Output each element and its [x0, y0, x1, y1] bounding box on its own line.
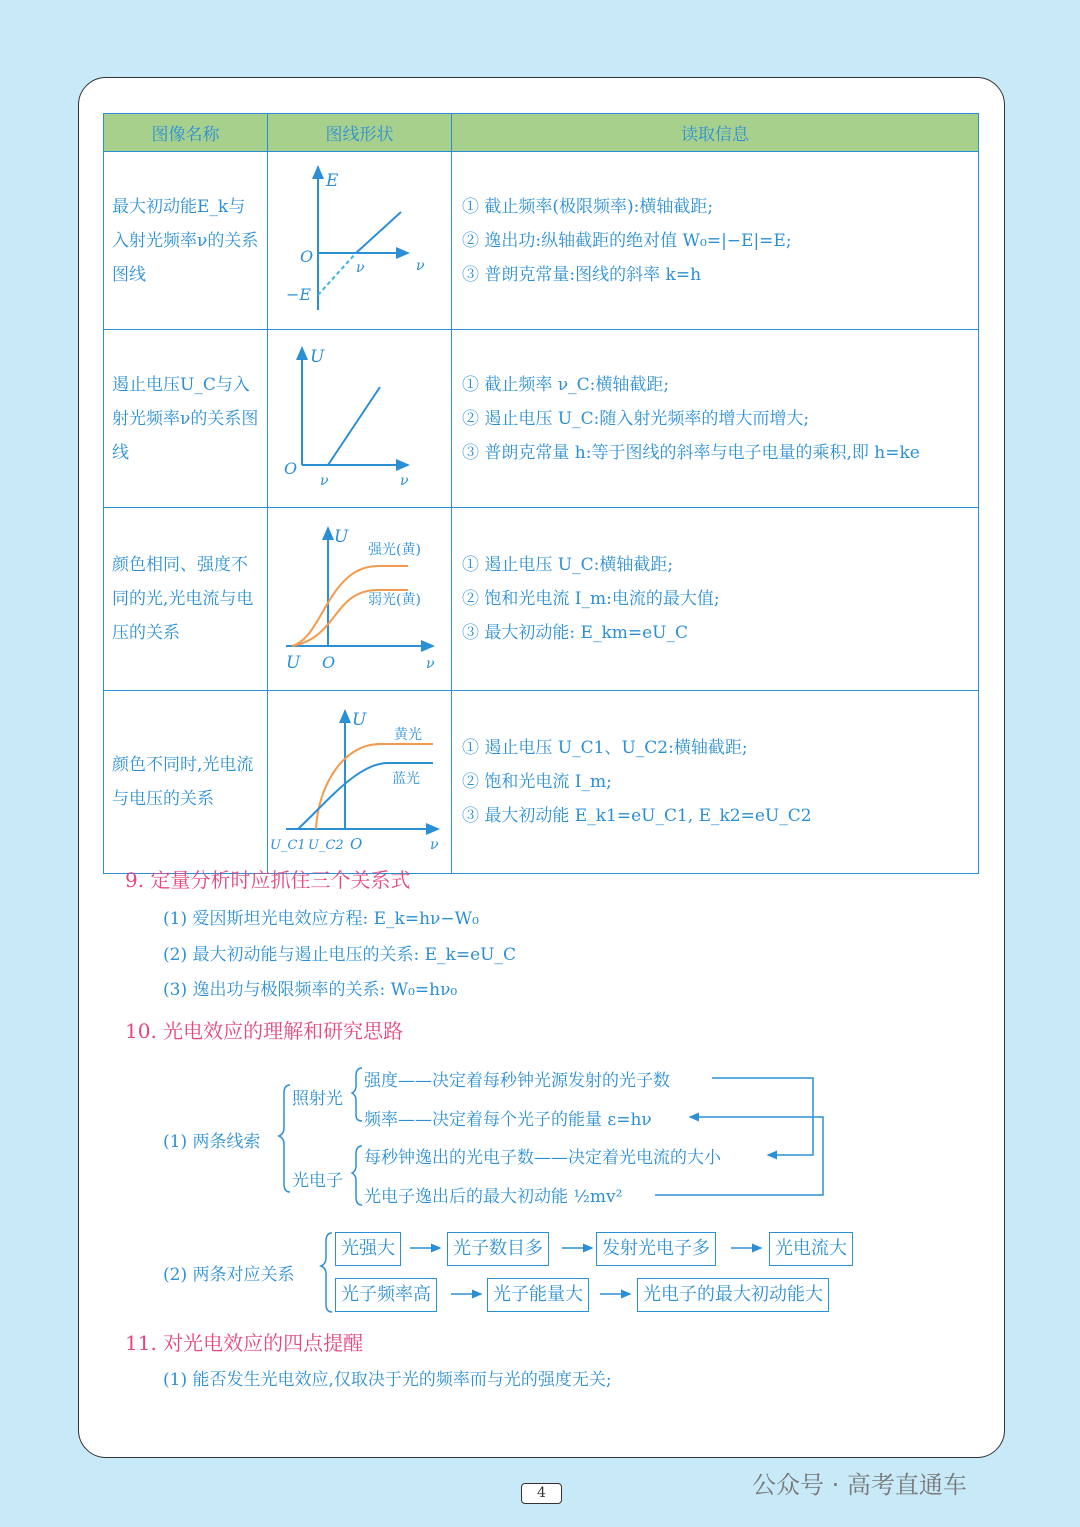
box-photon-count: 光子数目多	[447, 1232, 549, 1266]
box-photon-freq: 光子频率高	[335, 1278, 437, 1312]
box-strong-light: 光强大	[335, 1232, 401, 1266]
section9-title: 9. 定量分析时应抓住三个关系式	[125, 868, 411, 892]
graph-table	[103, 113, 979, 874]
line-solid	[356, 212, 401, 253]
curve2-label: 弱光(黄)	[368, 592, 421, 608]
row4-info-1: ① 遏止电压 U_C1、U_C2:横轴截距;	[462, 738, 748, 758]
curve1-label: 强光(黄)	[368, 542, 421, 558]
ek-nu-graph	[268, 152, 451, 324]
origin-label: O	[284, 459, 298, 478]
xint2-label: U_C2	[308, 838, 344, 853]
row3-name: 颜色相同、强度不同的光,光电流与电压的关系	[104, 508, 268, 691]
iv-color-graph	[268, 691, 451, 868]
box-photon-energy: 光子能量大	[487, 1278, 589, 1312]
row2-info-2: ② 遏止电压 U_C:随入射光频率的增大而增大;	[462, 408, 810, 429]
y-label: E	[326, 171, 339, 191]
curve2-label: 蓝光	[392, 771, 420, 787]
row4-info-2: ② 饱和光电流 I_m;	[462, 772, 612, 792]
p1-b: 光电子	[292, 1171, 343, 1191]
row3-info-1: ① 遏止电压 U_C:横轴截距;	[462, 555, 674, 575]
line	[328, 387, 380, 465]
p1-a1: 强度——决定着每秒钟光源发射的光子数	[364, 1071, 670, 1091]
box-max-ke: 光电子的最大初动能大	[637, 1278, 829, 1312]
row2-name: 遏止电压U_C与入射光频率ν的关系图线	[104, 330, 268, 508]
y-label: U	[352, 710, 367, 730]
header-info: 读取信息	[452, 114, 979, 152]
s9-item-3: (3) 逸出功与极限频率的关系: W₀=hν₀	[163, 980, 458, 1000]
uc-nu-graph	[268, 330, 451, 502]
row2-info-1: ① 截止频率 ν_C:横轴截距;	[462, 374, 670, 395]
section10-title: 10. 光电效应的理解和研究思路	[125, 1019, 404, 1043]
xint-label: U	[286, 653, 301, 673]
y-label: U	[334, 527, 349, 547]
yint-label: −E	[286, 285, 312, 304]
row1-info-3: ③ 普朗克常量:图线的斜率 k=h	[462, 264, 702, 285]
page-number: 4	[521, 1483, 562, 1504]
curve1-label: 黄光	[394, 727, 422, 743]
row1-name: 最大初动能E_k与入射光频率ν的关系图线	[104, 152, 268, 330]
origin-label: O	[300, 247, 314, 266]
p1-a2: 频率——决定着每个光子的能量 ε=hν	[364, 1110, 652, 1130]
x-label: ν	[426, 656, 435, 672]
s9-item-1: (1) 爱因斯坦光电效应方程: E_k=hν−W₀	[163, 909, 479, 929]
iv-intensity-graph	[268, 508, 451, 685]
watermark: 公众号 · 高考直通车	[752, 1471, 967, 1499]
p1-label: (1) 两条线索	[163, 1132, 261, 1152]
xint1-label: U_C1	[270, 838, 306, 853]
x-label: ν	[400, 473, 409, 489]
line-dashed	[318, 253, 356, 295]
origin-label: O	[322, 653, 336, 672]
s11-item-1: (1) 能否发生光电效应,仅取决于光的频率而与光的强度无关;	[163, 1370, 612, 1390]
row3-info-3: ③ 最大初动能: E_km=eU_C	[462, 623, 689, 643]
row2-info-3: ③ 普朗克常量 h:等于图线的斜率与电子电量的乘积,即 h=ke	[462, 442, 920, 463]
box-emitted-electrons: 发射光电子多	[596, 1232, 716, 1266]
origin-label: O	[350, 835, 363, 853]
row3-info-2: ② 饱和光电流 I_m:电流的最大值;	[462, 589, 720, 609]
p2-label: (2) 两条对应关系	[163, 1265, 295, 1285]
xint-label: ν	[320, 473, 329, 489]
row1-info-2: ② 逸出功:纵轴截距的绝对值 W₀=|−E|=E;	[462, 230, 792, 251]
section11-title: 11. 对光电效应的四点提醒	[125, 1331, 364, 1355]
box-current: 光电流大	[769, 1232, 853, 1266]
row4-info-3: ③ 最大初动能 E_k1=eU_C1, E_k2=eU_C2	[462, 806, 812, 826]
row1-info-1: ① 截止频率(极限频率):横轴截距;	[462, 196, 714, 217]
header-shape: 图线形状	[268, 114, 452, 152]
x-label: ν	[416, 258, 425, 274]
s9-item-2: (2) 最大初动能与遏止电压的关系: E_k=eU_C	[163, 945, 516, 965]
row4-name: 颜色不同时,光电流与电压的关系	[104, 691, 268, 874]
p1-b2: 光电子逸出后的最大初动能 ½mv²	[364, 1187, 623, 1207]
p1-b1: 每秒钟逸出的光电子数——决定着光电流的大小	[364, 1148, 721, 1168]
xint-label: ν	[356, 260, 365, 276]
header-name: 图像名称	[104, 114, 268, 152]
x-label: ν	[430, 837, 439, 853]
p1-a: 照射光	[292, 1089, 343, 1109]
y-label: U	[310, 347, 325, 367]
